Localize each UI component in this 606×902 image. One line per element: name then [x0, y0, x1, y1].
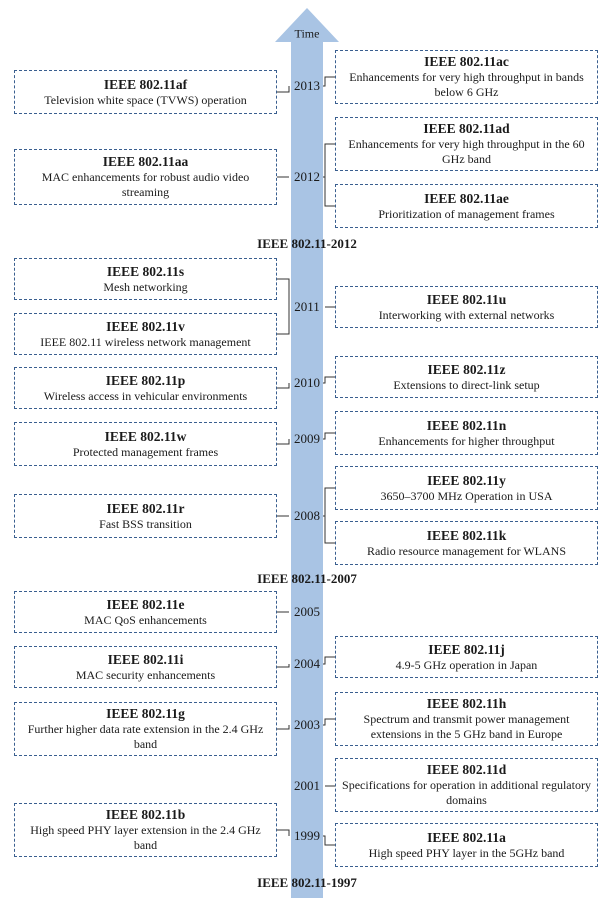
- year-label-1999: 1999: [294, 828, 320, 843]
- amendment-description: Mesh networking: [103, 279, 188, 294]
- amendment-description: Wireless access in vehicular environments: [43, 388, 248, 403]
- year-label-2001: 2001: [294, 778, 320, 793]
- amendment-box-z: [335, 356, 598, 398]
- amendment-title: IEEE 802.11p: [105, 372, 186, 388]
- amendment-title: IEEE 802.11ad: [423, 121, 510, 136]
- amendment-title: IEEE 802.11b: [105, 807, 186, 822]
- amendment-box-n: [335, 411, 598, 455]
- amendment-description: Fast BSS transition: [99, 516, 192, 531]
- connector-line: [323, 77, 335, 86]
- amendment-box-ad: [335, 117, 598, 171]
- amendment-description: MAC QoS enhancements: [84, 612, 207, 627]
- connector-line: [277, 86, 289, 92]
- amendment-title: IEEE 802.11a: [427, 829, 506, 845]
- connector-line: [323, 719, 335, 725]
- connector-line: [277, 439, 289, 444]
- year-label-2013: 2013: [294, 78, 320, 93]
- amendment-description: Spectrum and transmit power management extensions in the 5 GHz band in Europe: [363, 712, 570, 741]
- amendment-box-h: [335, 692, 598, 746]
- amendment-box-ae: [335, 184, 598, 228]
- amendment-description: Protected management frames: [72, 444, 219, 459]
- year-label-2003: 2003: [294, 717, 320, 732]
- amendment-title: IEEE 802.11e: [106, 596, 185, 612]
- amendment-title: IEEE 802.11aa: [102, 154, 189, 169]
- amendment-title: IEEE 802.11n: [426, 417, 507, 433]
- connector-line: [323, 836, 335, 845]
- amendment-box-v: [14, 313, 277, 355]
- year-label-2009: 2009: [294, 431, 320, 446]
- amendment-box-b: [14, 803, 277, 857]
- connector-line: [323, 488, 335, 516]
- amendment-title: IEEE 802.11s: [106, 263, 185, 279]
- amendment-title: IEEE 802.11d: [426, 762, 507, 777]
- connector-line: [323, 516, 335, 543]
- standard-label-std2007: IEEE 802.11-2007: [257, 571, 357, 586]
- amendment-box-s: [14, 258, 277, 300]
- standard-label-std1997: IEEE 802.11-1997: [257, 875, 357, 890]
- year-label-2005: 2005: [294, 604, 320, 619]
- amendment-title: IEEE 802.11y: [427, 472, 506, 488]
- amendment-box-p: [14, 367, 277, 409]
- amendment-description: High speed PHY layer in the 5GHz band: [368, 845, 565, 860]
- amendment-title: IEEE 802.11i: [107, 651, 184, 667]
- amendment-title: IEEE 802.11ac: [424, 54, 509, 69]
- amendment-title: IEEE 802.11ae: [424, 190, 509, 206]
- amendment-description: Enhancements for very high throughput in bands below 6 GHz: [349, 70, 584, 99]
- year-label-2004: 2004: [294, 656, 320, 671]
- amendment-description: Enhancements for higher throughput: [378, 433, 555, 448]
- connector-line: [323, 657, 335, 664]
- amendment-title: IEEE 802.11k: [426, 527, 507, 543]
- connector-line: [277, 279, 289, 307]
- amendment-title: IEEE 802.11h: [426, 696, 507, 711]
- connector-line: [323, 377, 335, 383]
- amendment-box-ac: [335, 50, 598, 104]
- amendment-description: High speed PHY layer extension in the 2.4 GHz band: [30, 823, 261, 852]
- connector-line: [323, 177, 335, 206]
- time-axis-label: Time: [294, 26, 320, 41]
- connector-line: [277, 725, 289, 729]
- amendment-title: IEEE 802.11j: [428, 641, 505, 657]
- amendment-description: Enhancements for very high throughput in the 60 GHz band: [348, 137, 585, 166]
- connector-line: [323, 433, 335, 439]
- amendment-box-j: [335, 636, 598, 678]
- amendment-box-u: [335, 286, 598, 328]
- year-label-2012: 2012: [294, 169, 320, 184]
- standard-label-std2012: IEEE 802.11-2012: [257, 236, 357, 251]
- amendment-description: Radio resource management for WLANS: [366, 543, 567, 558]
- amendment-description: IEEE 802.11 wireless network management: [40, 334, 251, 349]
- amendment-box-w: [14, 422, 277, 466]
- amendment-box-aa: [14, 149, 277, 205]
- amendment-title: IEEE 802.11z: [427, 361, 506, 377]
- amendment-box-y: [335, 466, 598, 510]
- amendment-title: IEEE 802.11r: [106, 500, 185, 516]
- amendment-title: IEEE 802.11g: [106, 706, 185, 721]
- amendment-box-r: [14, 494, 277, 538]
- amendment-description: Interworking with external networks: [378, 307, 555, 322]
- amendment-title: IEEE 802.11af: [103, 76, 188, 92]
- amendment-box-k: [335, 521, 598, 565]
- amendment-description: Extensions to direct-link setup: [393, 377, 540, 392]
- amendment-title: IEEE 802.11w: [104, 428, 187, 444]
- amendment-box-af: [14, 70, 277, 114]
- amendment-title: IEEE 802.11v: [106, 318, 185, 334]
- amendment-box-i: [14, 646, 277, 688]
- amendment-description: 3650–3700 MHz Operation in USA: [380, 488, 553, 503]
- amendment-description: Specifications for operation in additional regulatory domains: [342, 778, 591, 807]
- amendment-description: MAC enhancements for robust audio video streaming: [41, 170, 250, 199]
- amendment-box-e: [14, 591, 277, 633]
- amendment-description: Prioritization of management frames: [378, 206, 555, 221]
- amendment-description: Television white space (TVWS) operation: [44, 92, 247, 107]
- amendment-description: 4.9-5 GHz operation in Japan: [395, 657, 538, 672]
- amendment-description: MAC security enhancements: [75, 667, 216, 682]
- time-arrow: [275, 8, 339, 898]
- connector-line: [277, 830, 289, 836]
- amendment-title: IEEE 802.11u: [426, 291, 507, 307]
- connector-line: [277, 664, 289, 667]
- amendment-box-d: [335, 758, 598, 812]
- connector-line: [277, 383, 289, 388]
- connector-line: [277, 307, 289, 334]
- connector-line: [323, 144, 335, 177]
- amendment-box-a: [335, 823, 598, 867]
- year-label-2008: 2008: [294, 508, 320, 523]
- amendment-box-g: [14, 702, 277, 756]
- year-label-2010: 2010: [294, 375, 320, 390]
- year-label-2011: 2011: [294, 299, 320, 314]
- amendment-description: Further higher data rate extension in the 2.4 GHz band: [27, 722, 264, 751]
